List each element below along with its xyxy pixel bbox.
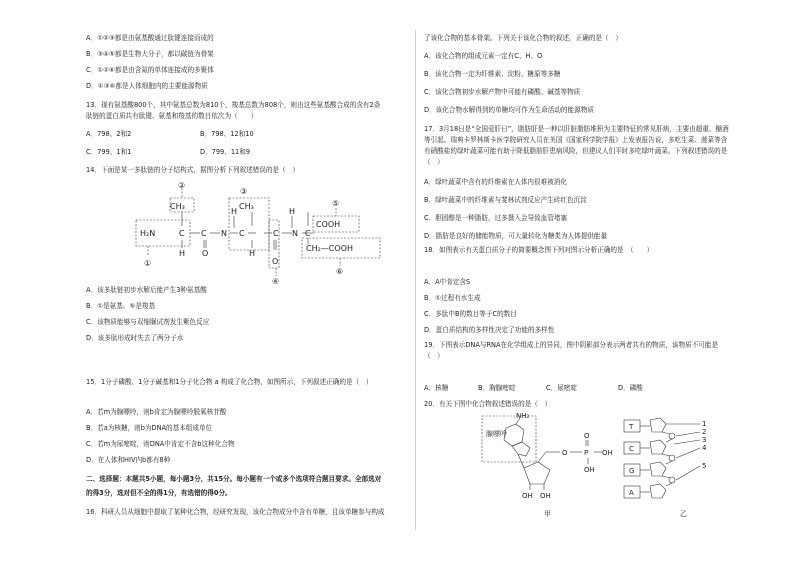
q17-stem: 17．3月18日是“全国爱肝日”，脂肪肝是一种以肝脏脂肪堆积为主要特征的常见肝病，主要由超重、酗酒等引起。瑞典卡罗林斯卡医学院研究人员在美国《国家科学院学报》上发表报告说，多吃生菜、菠菜等含有硝酸盐的绿叶蔬菜可能有助于降低脂肪肝患病风险，但建议人们平时多吃绿叶蔬菜。下列叙述错误的是（ ） bbox=[424, 125, 729, 166]
q16-option-b: B．该化合物一定为纤维素、淀粉、糖原等多糖 bbox=[424, 70, 561, 78]
num-4: 4 bbox=[702, 444, 707, 452]
q12-option-b: B．③④⑤都是生物大分子，都以碳链为骨架 bbox=[86, 50, 214, 58]
q19-option-b: B．胸腺嘧啶 bbox=[478, 384, 516, 392]
q17-option-c: C．胆固醇是一种脂肪，过多摄入会导致血管堵塞 bbox=[424, 214, 568, 222]
label-1: ① bbox=[144, 259, 152, 268]
label-4: ④ bbox=[272, 277, 280, 286]
q16-option-d: D．该化合物水解得到的单糖均可作为生命活动的能源物质 bbox=[424, 106, 594, 114]
oh-p2: OH bbox=[602, 449, 613, 457]
o-top: O bbox=[584, 432, 590, 440]
ch2cooh: CH₂—COOH bbox=[306, 244, 354, 253]
oh-p: OH bbox=[584, 466, 595, 474]
q16-stem: 16．科研人员从细胞中提取了某种化合物，经研究发现，该化合物成分中含有单糖，且该单糖参与构成 bbox=[86, 508, 385, 516]
q18-option-a: A．A中肯定含S bbox=[424, 278, 471, 286]
q13-stem: 13．现有氨基酸800个，其中氨基总数为810个，羧基总数为808个，则由这些氨基酸合成的含有2条肽链的蛋白质共有肽键、氨基和羧基的数目依次为（ ） bbox=[86, 101, 381, 120]
c-1: C bbox=[179, 229, 185, 238]
num-5: 5 bbox=[702, 462, 707, 470]
q14-option-c: C．该物质能够与双缩脲试剂发生紫色反应 bbox=[86, 318, 210, 326]
q19-option-d: D．磷酸 bbox=[618, 384, 643, 392]
q19-option-c: C．尿嘧啶 bbox=[546, 384, 577, 392]
q18-option-d: D．蛋白质结构的多样性决定了功能的多样性 bbox=[424, 326, 555, 334]
q16-stem-continued: 了该化合物的基本骨架。下列关于该化合物的叙述，正确的是（ ） bbox=[424, 34, 622, 42]
adenine-label: 腺嘌呤 bbox=[486, 430, 507, 438]
q13-option-b: B．798、12和10 bbox=[200, 130, 254, 138]
q15-option-a: A．若m为腺嘌呤，则b肯定为腺嘌呤脱氧核苷酸 bbox=[86, 408, 227, 416]
q12-option-d: D．①③⑥都是人体细胞内的主要能源物质 bbox=[86, 82, 208, 90]
q14-option-a: A．该多肽链初步水解后能产生3种氨基酸 bbox=[86, 286, 207, 294]
q19-stem: 19．下图表示DNA与RNA在化学组成上的异同，图中阴影部分表示两者共有的物质，该物质不可能是（ ） bbox=[424, 341, 719, 360]
h-1: H bbox=[231, 207, 238, 216]
base-t: T bbox=[629, 423, 634, 431]
c-3: C bbox=[239, 229, 245, 238]
base-c: C bbox=[629, 445, 634, 453]
q15-stem: 15．1分子磷酸、1分子碱基和1分子化合物 a 构成了化合物，如图所示，下列叙述正确的是（ ） bbox=[86, 378, 373, 386]
section-2-heading: 二、选择题：本题共5小题，每小题3分，共15分。每小题有一个或多个选项符合题目要求。全部选对的得3分，选对但不全的得1分，有选错的得0分。 bbox=[86, 475, 382, 497]
q17-option-b: B．绿叶蔬菜中的纤维素与斐林试剂反应产生砖红色沉淀 bbox=[424, 196, 587, 204]
o-bridge: O bbox=[562, 449, 568, 457]
ch3-a: CH₃ bbox=[170, 202, 185, 211]
q14-option-d: D．该多肽形成时失去了两分子水 bbox=[86, 334, 184, 342]
q12-option-c: C．①②⑥都是由含氮的单体连接成的多聚体 bbox=[86, 66, 214, 74]
c-5: C bbox=[305, 229, 311, 238]
q20-figure-yi bbox=[620, 416, 730, 520]
num-2: 2 bbox=[702, 428, 707, 436]
q16-option-a: A．该化合物的组成元素一定有C、H、O bbox=[424, 52, 543, 60]
ch3-b: CH₃ bbox=[239, 202, 254, 211]
num-3: 3 bbox=[702, 436, 707, 444]
h-3: H bbox=[179, 249, 186, 258]
base-g: G bbox=[629, 467, 635, 475]
q15-option-c: C．若m为尿嘧啶，则DNA中肯定不含b这种化合物 bbox=[86, 440, 235, 448]
num-1: 1 bbox=[702, 420, 707, 428]
adenine-box bbox=[482, 416, 536, 462]
q13-option-c: C．799、1和1 bbox=[86, 148, 132, 156]
fig-yi-caption: 乙 bbox=[680, 510, 687, 518]
h-4: H bbox=[249, 249, 256, 258]
q15-option-b: B．若a为核糖，则b为DNA的基本组成单位 bbox=[86, 424, 213, 432]
h2n: H₂N bbox=[140, 229, 156, 238]
q12-option-a: A．①②③都是由氨基酸通过肽键连接而成的 bbox=[86, 34, 214, 42]
cooh: COOH bbox=[316, 220, 341, 229]
q14-polypeptide-figure bbox=[126, 180, 416, 292]
q18-option-c: C．多肽中B的数目等于C的数目 bbox=[424, 310, 517, 318]
oh-1: OH bbox=[522, 492, 533, 500]
q20-stem: 20．有关下图中化合物叙述错误的是（ ） bbox=[424, 400, 552, 408]
label-6: ⑥ bbox=[336, 267, 344, 276]
h-2: H bbox=[289, 207, 296, 216]
q18-stem: 18．如图表示有关蛋白质分子的简要概念图下列对图示分析正确的是 （ ） bbox=[424, 246, 654, 254]
n-1: N bbox=[221, 229, 227, 238]
q18-option-b: B．①过程有水生成 bbox=[424, 294, 481, 302]
label-5: ⑤ bbox=[332, 199, 340, 208]
nh2-label: NH₂ bbox=[516, 412, 530, 420]
q15-option-d: D．在人体和HIV内b都有8种 bbox=[86, 456, 171, 464]
p-atom: P bbox=[584, 449, 589, 457]
q17-option-d: D．脂肪是良好的储能物质，可大量转化为糖类为人体提供能量 bbox=[424, 232, 608, 240]
q14-option-b: B．①是氨基、⑤是羧基 bbox=[86, 302, 156, 310]
q13-option-a: A．798、2和2 bbox=[86, 130, 132, 138]
oh-2: OH bbox=[540, 492, 551, 500]
q17-option-a: A．绿叶蔬菜中含有的纤维素在人体内很难被消化 bbox=[424, 178, 567, 186]
q19-option-a: A．核糖 bbox=[424, 384, 449, 392]
base-a: A bbox=[629, 489, 634, 497]
label-3: ③ bbox=[240, 187, 248, 196]
o-2: O bbox=[272, 257, 279, 266]
c-4: C bbox=[273, 229, 279, 238]
n-2: N bbox=[292, 229, 298, 238]
q16-option-c: C．该化合物初步水解产物中可能有磷酸、碱基等物质 bbox=[424, 88, 581, 96]
o-1: O bbox=[202, 249, 209, 258]
c-2: C bbox=[201, 229, 207, 238]
q14-stem: 14．下面是某一多肽链的分子结构式，据图分析下列叙述错误的是（ ） bbox=[86, 166, 299, 174]
q13-option-d: D．799、11和9 bbox=[200, 148, 251, 156]
fig-jia-caption: 甲 bbox=[544, 510, 551, 518]
label-2: ② bbox=[178, 181, 186, 190]
q20-figure-jia bbox=[480, 412, 630, 518]
